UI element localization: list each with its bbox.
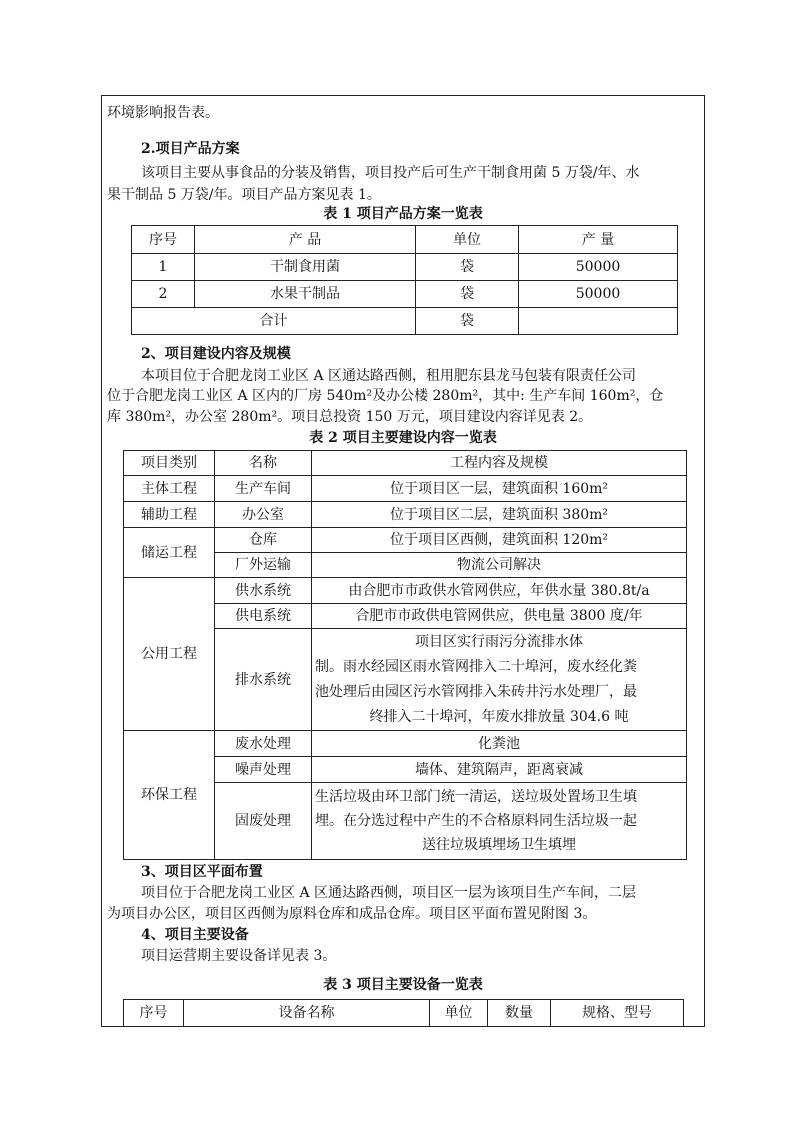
table-cell: 1 xyxy=(132,254,195,281)
build-section-title: 2、项目建设内容及规模 xyxy=(141,346,291,362)
category-cell: 辅助工程 xyxy=(124,502,215,528)
section-2-paragraph-line-1: 该项目主要从事食品的分装及销售，项目投产后可生产干制食用菌 5 万袋/年、水 xyxy=(141,165,640,181)
table-cell: 2 xyxy=(132,281,195,308)
header-cell: 项目类别 xyxy=(124,451,215,476)
table-3-caption: 表 3 项目主要设备一览表 xyxy=(323,977,483,993)
section-3-title: 3、项目区平面布置 xyxy=(141,864,263,880)
content-line: 制。雨水经园区雨水管网排入二十埠河，废水经化粪 xyxy=(315,658,637,675)
drain-content-cell xyxy=(312,629,687,731)
header-cell: 工程内容及规模 xyxy=(312,451,687,476)
construction-table xyxy=(123,450,687,860)
table-cell: 水果干制品 xyxy=(195,281,416,308)
table-row xyxy=(132,254,678,281)
section-3-paragraph-line-1: 项目位于合肥龙岗工业区 A 区通达路西侧，项目区一层为该项目生产车间，二层 xyxy=(141,885,637,901)
table-cell: 袋 xyxy=(416,308,519,335)
name-cell: 固废处理 xyxy=(215,783,312,860)
table-cell: 袋 xyxy=(416,281,519,308)
table-row xyxy=(124,476,687,502)
total-row xyxy=(132,308,678,335)
content-cell: 由合肥市市政供水管网供应，年供水量 380.8t/a xyxy=(312,578,687,604)
content-line: 埋。在分选过程中产生的不合格原料同生活垃圾一起 xyxy=(315,813,637,829)
name-cell: 排水系统 xyxy=(215,629,312,731)
content-line: 终排入二十埠河，年废水排放量 304.6 吨 xyxy=(369,708,629,725)
build-paragraph-line-1: 本项目位于合肥龙岗工业区 A 区通达路西侧，租用肥东县龙马包装有限责任公司 xyxy=(141,368,637,384)
table-cell xyxy=(519,308,678,335)
header-cell: 设备名称 xyxy=(184,1000,430,1027)
product-table-header xyxy=(132,226,678,254)
section-4-title: 4、项目主要设备 xyxy=(141,927,249,943)
construction-table-header xyxy=(124,451,687,476)
content-cell: 合肥市市政供电管网供应，供电量 3800 度/年 xyxy=(312,604,687,629)
build-paragraph-line-2: 位于合肥龙岗工业区 A 区内的厂房 540m²及办公楼 280m²，其中: 生产车间 160m²，仓 xyxy=(107,388,664,404)
table-cell: 干制食用菌 xyxy=(195,254,416,281)
name-cell: 生产车间 xyxy=(215,476,312,502)
content-cell: 化粪池 xyxy=(312,731,687,757)
intro-tail: 环境影响报告表。 xyxy=(107,105,219,121)
table-cell: 50000 xyxy=(519,254,678,281)
content-line: 池处理后由园区污水管网排入朱砖井污水处理厂，最 xyxy=(315,683,637,700)
section-3-paragraph-line-2: 为项目办公区，项目区西侧为原料仓库和成品仓库。项目区平面布置见附图 3。 xyxy=(107,906,597,922)
content-line: 项目区实行雨污分流排水体 xyxy=(415,633,583,650)
name-cell: 办公室 xyxy=(215,502,312,528)
solid-content-cell xyxy=(312,783,687,860)
category-cell: 公用工程 xyxy=(124,578,215,731)
content-cell: 位于项目区西侧，建筑面积 120m² xyxy=(312,528,687,553)
content-cell: 物流公司解决 xyxy=(312,553,687,578)
equipment-table xyxy=(123,999,684,1027)
content-cell: 位于项目区一层，建筑面积 160m² xyxy=(312,476,687,502)
header-cell: 序号 xyxy=(124,1000,184,1027)
section-2-paragraph-line-2: 果干制品 5 万袋/年。项目产品方案见表 1。 xyxy=(107,187,381,203)
table-cell: 50000 xyxy=(519,281,678,308)
name-cell: 废水处理 xyxy=(215,731,312,757)
name-cell: 供水系统 xyxy=(215,578,312,604)
total-label: 合计 xyxy=(132,308,416,335)
name-cell: 供电系统 xyxy=(215,604,312,629)
table-row xyxy=(124,528,687,553)
category-cell: 环保工程 xyxy=(124,731,215,860)
section-4-paragraph: 项目运营期主要设备详见表 3。 xyxy=(141,948,337,964)
table-row xyxy=(124,578,687,604)
header-cell: 序号 xyxy=(132,226,195,254)
header-cell: 单位 xyxy=(416,226,519,254)
content-line: 送往垃圾填埋场卫生填埋 xyxy=(422,837,576,853)
header-cell: 产 品 xyxy=(195,226,416,254)
header-cell: 产 量 xyxy=(519,226,678,254)
name-cell: 噪声处理 xyxy=(215,757,312,783)
table-2-caption: 表 2 项目主要建设内容一览表 xyxy=(309,430,497,446)
table-row xyxy=(132,281,678,308)
content-cell: 墙体、建筑隔声，距离衰减 xyxy=(312,757,687,783)
table-cell: 袋 xyxy=(416,254,519,281)
table-row xyxy=(124,502,687,528)
header-cell: 规格、型号 xyxy=(551,1000,684,1027)
category-cell: 储运工程 xyxy=(124,528,215,578)
build-paragraph-line-3: 库 380m²，办公室 280m²。项目总投资 150 万元，项目建设内容详见表 2。 xyxy=(107,409,593,425)
content-line: 生活垃圾由环卫部门统一清运，送垃圾处置场卫生填 xyxy=(315,789,637,805)
content-cell: 位于项目区二层，建筑面积 380m² xyxy=(312,502,687,528)
category-cell: 主体工程 xyxy=(124,476,215,502)
name-cell: 厂外运输 xyxy=(215,553,312,578)
header-cell: 数量 xyxy=(488,1000,551,1027)
name-cell: 仓库 xyxy=(215,528,312,553)
section-2-title: 2.项目产品方案 xyxy=(141,141,240,157)
header-cell: 名称 xyxy=(215,451,312,476)
table-row xyxy=(124,731,687,757)
equipment-table-header xyxy=(124,1000,684,1027)
product-table xyxy=(131,225,678,335)
table-1-caption: 表 1 项目产品方案一览表 xyxy=(323,206,483,222)
header-cell: 单位 xyxy=(430,1000,488,1027)
